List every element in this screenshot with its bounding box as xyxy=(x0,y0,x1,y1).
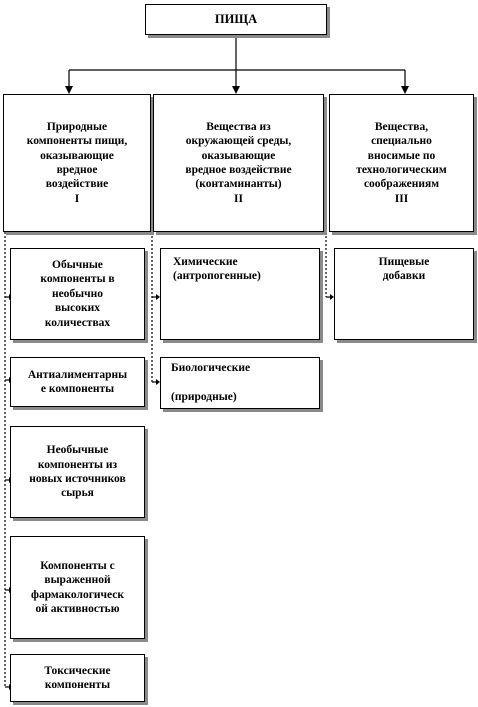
natural-item-high-amounts: Обычные компоненты в необычно высоких количествах xyxy=(10,248,145,340)
category-contaminants: Вещества из окружающей среды, оказывающие вредное воздействие (контаминанты) II xyxy=(153,94,324,232)
contaminant-chemical: Химические (антропогенные) xyxy=(160,248,320,340)
natural-item-pharmacological: Компоненты с выраженной фармакологическ ой активностью xyxy=(10,536,145,639)
technological-food-additives: Пищевые добавки xyxy=(334,248,474,340)
root-node-food: ПИЩА xyxy=(145,4,327,35)
natural-item-antialimentary: Антиалиментарны е компоненты xyxy=(10,357,145,407)
contaminant-biological: Биологические (природные) xyxy=(160,357,320,409)
natural-item-toxic: Токсические компоненты xyxy=(10,654,145,702)
category-technological: Вещества, специально вносимые по технологическим соображениям III xyxy=(329,94,474,232)
category-natural-harmful: Природные компоненты пищи, оказывающие вредное воздействие I xyxy=(3,94,151,232)
natural-item-new-sources: Необычные компоненты из новых источников сырья xyxy=(10,426,145,518)
